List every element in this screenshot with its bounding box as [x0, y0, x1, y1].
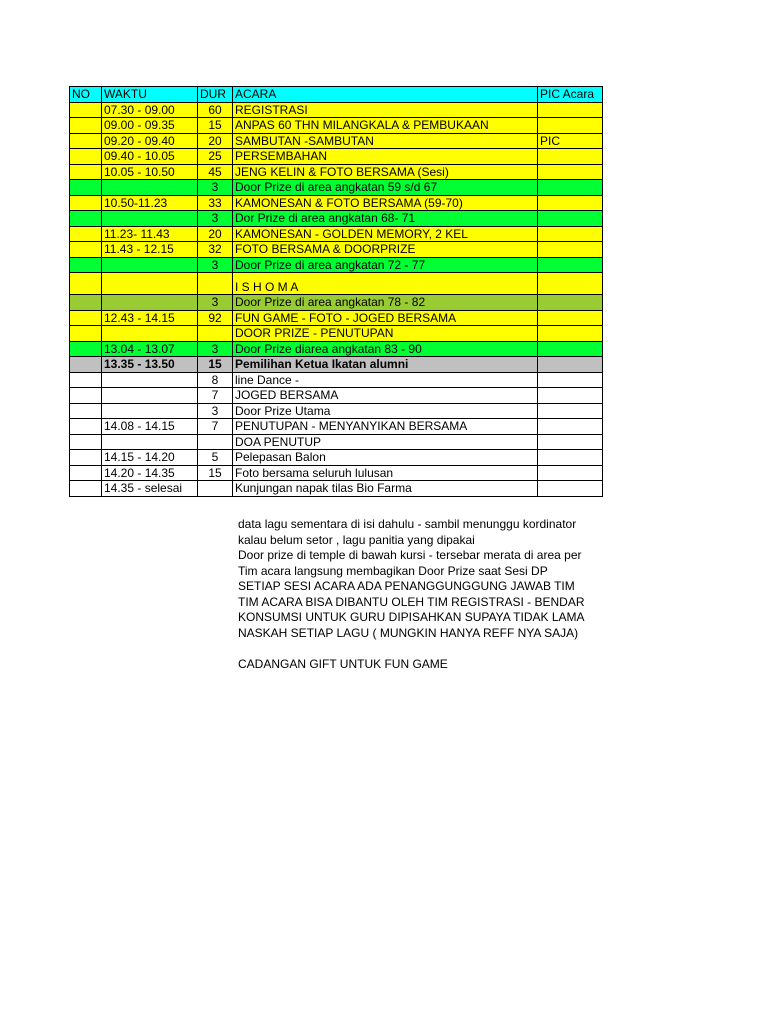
cell-waktu[interactable]: 11.43 - 12.15 [102, 242, 198, 258]
cell-dur[interactable] [198, 481, 233, 497]
cell-acara[interactable]: PENUTUPAN - MENYANYIKAN BERSAMA [233, 419, 538, 435]
cell-acara[interactable]: JENG KELIN & FOTO BERSAMA (Sesi) [233, 164, 538, 180]
table-row [70, 133, 603, 149]
table-row [70, 180, 603, 196]
cell-no[interactable] [70, 403, 102, 419]
cell-pic[interactable] [538, 180, 603, 196]
table-row [70, 450, 603, 466]
cell-no[interactable] [70, 419, 102, 435]
cell-pic[interactable] [538, 226, 603, 242]
table-row [70, 465, 603, 481]
cell-waktu[interactable] [102, 403, 198, 419]
note-line: TIM ACARA BISA DIBANTU OLEH TIM REGISTRASI - BENDAR [238, 594, 585, 609]
cell-acara[interactable]: JOGED BERSAMA [233, 388, 538, 404]
cell-waktu[interactable] [102, 434, 198, 450]
cell-pic[interactable] [538, 341, 603, 357]
cell-pic[interactable] [538, 310, 603, 326]
table-row [70, 310, 603, 326]
cell-no[interactable] [70, 434, 102, 450]
cell-waktu[interactable]: 14.20 - 14.35 [102, 465, 198, 481]
cell-dur[interactable] [198, 273, 233, 295]
cell-pic[interactable] [538, 403, 603, 419]
cell-no[interactable] [70, 465, 102, 481]
cell-pic[interactable] [538, 118, 603, 134]
cell-no[interactable] [70, 388, 102, 404]
cell-no[interactable] [70, 273, 102, 295]
cell-waktu[interactable]: 14.15 - 14.20 [102, 450, 198, 466]
header-pic[interactable]: PIC Acara [538, 87, 603, 103]
cell-pic[interactable] [538, 211, 603, 227]
cell-no[interactable] [70, 195, 102, 211]
cell-waktu[interactable]: 10.50-11.23 [102, 195, 198, 211]
cell-pic[interactable] [538, 102, 603, 118]
cell-dur[interactable]: 33 [198, 195, 233, 211]
cell-pic[interactable] [538, 295, 603, 311]
cell-dur[interactable]: 7 [198, 388, 233, 404]
cell-acara[interactable]: Pelepasan Balon [233, 450, 538, 466]
cell-waktu[interactable]: 09.40 - 10.05 [102, 149, 198, 165]
cell-acara[interactable]: Kunjungan napak tilas Bio Farma [233, 481, 538, 497]
cell-pic[interactable] [538, 450, 603, 466]
table-row [70, 481, 603, 497]
table-row [70, 257, 603, 273]
cell-acara[interactable]: DOOR PRIZE - PENUTUPAN [233, 326, 538, 342]
schedule-body [70, 87, 603, 497]
note-line [238, 641, 610, 657]
table-row [70, 403, 603, 419]
cell-acara[interactable]: FUN GAME - FOTO - JOGED BERSAMA [233, 310, 538, 326]
table-row [70, 357, 603, 373]
cell-dur[interactable]: 15 [198, 357, 233, 373]
table-row [70, 226, 603, 242]
cell-acara[interactable]: KAMONESAN & FOTO BERSAMA (59-70) [233, 195, 538, 211]
cell-dur[interactable]: 3 [198, 295, 233, 311]
table-row [70, 118, 603, 134]
cell-waktu[interactable]: 12.43 - 14.15 [102, 310, 198, 326]
cell-dur[interactable] [198, 326, 233, 342]
cell-acara[interactable]: Door Prize di area angkatan 72 - 77 [233, 257, 538, 273]
cell-acara[interactable]: PERSEMBAHAN [233, 149, 538, 165]
cell-dur[interactable]: 3 [198, 341, 233, 357]
cell-pic[interactable] [538, 164, 603, 180]
cell-pic[interactable] [538, 481, 603, 497]
cell-dur[interactable]: 3 [198, 180, 233, 196]
cell-acara[interactable]: line Dance - [233, 372, 538, 388]
cell-dur[interactable]: 32 [198, 242, 233, 258]
cell-no[interactable] [70, 372, 102, 388]
table-row [70, 164, 603, 180]
note-line: NASKAH SETIAP LAGU ( MUNGKIN HANYA REFF NYA SAJA) [238, 625, 579, 640]
header-acara[interactable]: ACARA [233, 87, 538, 103]
cell-pic[interactable] [538, 372, 603, 388]
cell-pic[interactable] [538, 242, 603, 258]
cell-waktu[interactable] [102, 388, 198, 404]
cell-dur[interactable] [198, 434, 233, 450]
note-line: KONSUMSI UNTUK GURU DIPISAHKAN SUPAYA TIDAK LAMA [238, 610, 585, 624]
cell-waktu[interactable] [102, 295, 198, 311]
header-no[interactable]: NO [70, 87, 102, 103]
cell-no[interactable] [70, 226, 102, 242]
cell-acara[interactable]: ANPAS 60 THN MILANGKALA & PEMBUKAAN [233, 118, 538, 134]
table-row [70, 195, 603, 211]
cell-no[interactable] [70, 481, 102, 497]
table-row [70, 341, 603, 357]
cell-acara[interactable]: SAMBUTAN -SAMBUTAN [233, 133, 538, 149]
cell-acara[interactable]: Foto bersama seluruh lulusan [233, 465, 538, 481]
note-line: Tim acara langsung membagikan Door Prize saat Sesi DP [238, 563, 548, 578]
cell-waktu[interactable]: 10.05 - 10.50 [102, 164, 198, 180]
cell-no[interactable] [70, 180, 102, 196]
cell-waktu[interactable]: 13.04 - 13.07 [102, 341, 198, 357]
note-line: SETIAP SESI ACARA ADA PENANGGUNGGUNG JAWAB TIM [238, 579, 575, 593]
cell-pic[interactable] [538, 388, 603, 404]
cell-dur[interactable]: 3 [198, 403, 233, 419]
cell-waktu[interactable]: 09.20 - 09.40 [102, 133, 198, 149]
cell-pic[interactable] [538, 357, 603, 373]
table-row [70, 295, 603, 311]
cell-dur[interactable]: 5 [198, 450, 233, 466]
cell-acara[interactable]: FOTO BERSAMA & DOORPRIZE [233, 242, 538, 258]
cell-no[interactable] [70, 326, 102, 342]
cell-acara[interactable]: KAMONESAN - GOLDEN MEMORY, 2 KEL [233, 226, 538, 242]
cell-waktu[interactable] [102, 273, 198, 295]
cell-acara[interactable]: DOA PENUTUP [233, 434, 538, 450]
cell-pic[interactable] [538, 149, 603, 165]
cell-pic[interactable] [538, 195, 603, 211]
header-waktu[interactable]: WAKTU [102, 87, 198, 103]
cell-acara[interactable]: Door Prize di area angkatan 59 s/d 67 [233, 180, 538, 196]
table-row [70, 102, 603, 118]
cell-no[interactable] [70, 211, 102, 227]
cell-no[interactable] [70, 102, 102, 118]
cell-dur[interactable]: 3 [198, 211, 233, 227]
table-row [70, 326, 603, 342]
cell-dur[interactable]: 15 [198, 465, 233, 481]
cell-dur[interactable]: 92 [198, 310, 233, 326]
cell-no[interactable] [70, 295, 102, 311]
table-row [70, 388, 603, 404]
cell-pic[interactable] [538, 465, 603, 481]
cell-acara[interactable]: Dor Prize di area angkatan 68- 71 [233, 211, 538, 227]
header-dur[interactable]: DUR [198, 87, 233, 103]
cell-acara[interactable]: I S H O M A [233, 273, 538, 295]
cell-waktu[interactable]: 14.35 - selesai [102, 481, 198, 497]
cell-no[interactable] [70, 310, 102, 326]
cell-dur[interactable]: 15 [198, 118, 233, 134]
note-line: kalau belum setor , lagu panitia yang dipakai [238, 532, 475, 547]
cell-acara[interactable]: Door Prize di area angkatan 78 - 82 [233, 295, 538, 311]
cell-acara[interactable]: REGISTRASI [233, 102, 538, 118]
cell-no[interactable] [70, 341, 102, 357]
cell-acara[interactable]: Door Prize diarea angkatan 83 - 90 [233, 341, 538, 357]
cell-pic[interactable]: PIC [538, 133, 603, 149]
cell-no[interactable] [70, 149, 102, 165]
cell-waktu[interactable]: 13.35 - 13.50 [102, 357, 198, 373]
cell-waktu[interactable]: 11.23- 11.43 [102, 226, 198, 242]
table-row [70, 419, 603, 435]
cell-waktu[interactable] [102, 211, 198, 227]
cell-dur[interactable]: 20 [198, 133, 233, 149]
table-row [70, 211, 603, 227]
cell-no[interactable] [70, 450, 102, 466]
note-line: CADANGAN GIFT UNTUK FUN GAME [238, 656, 448, 671]
cell-acara[interactable]: Pemilihan Ketua Ikatan alumni [233, 357, 538, 373]
table-row [70, 434, 603, 450]
cell-waktu[interactable]: 14.08 - 14.15 [102, 419, 198, 435]
table-row [70, 149, 603, 165]
cell-waktu[interactable] [102, 180, 198, 196]
cell-no[interactable] [70, 357, 102, 373]
cell-no[interactable] [70, 133, 102, 149]
cell-dur[interactable]: 45 [198, 164, 233, 180]
table-row [70, 242, 603, 258]
cell-acara[interactable]: Door Prize Utama [233, 403, 538, 419]
cell-pic[interactable] [538, 257, 603, 273]
header-row [70, 87, 603, 103]
cell-pic[interactable] [538, 419, 603, 435]
cell-pic[interactable] [538, 434, 603, 450]
cell-waktu[interactable] [102, 326, 198, 342]
cell-no[interactable] [70, 257, 102, 273]
cell-pic[interactable] [538, 326, 603, 342]
table-row [70, 372, 603, 388]
cell-dur[interactable]: 20 [198, 226, 233, 242]
cell-dur[interactable]: 25 [198, 149, 233, 165]
cell-waktu[interactable] [102, 257, 198, 273]
note-line: data lagu sementara di isi dahulu - sambil menunggu kordinator [238, 517, 577, 531]
cell-dur[interactable]: 60 [198, 102, 233, 118]
cell-dur[interactable]: 7 [198, 419, 233, 435]
cell-pic[interactable] [538, 273, 603, 295]
notes-block [238, 517, 610, 672]
cell-no[interactable] [70, 242, 102, 258]
schedule-table [69, 86, 603, 497]
cell-waktu[interactable] [102, 372, 198, 388]
cell-no[interactable] [70, 164, 102, 180]
cell-waktu[interactable]: 09.00 - 09.35 [102, 118, 198, 134]
cell-dur[interactable]: 3 [198, 257, 233, 273]
note-line: Door prize di temple di bawah kursi - tersebar merata di area per [238, 548, 582, 562]
table-row [70, 273, 603, 295]
cell-waktu[interactable]: 07.30 - 09.00 [102, 102, 198, 118]
cell-dur[interactable]: 8 [198, 372, 233, 388]
cell-no[interactable] [70, 118, 102, 134]
